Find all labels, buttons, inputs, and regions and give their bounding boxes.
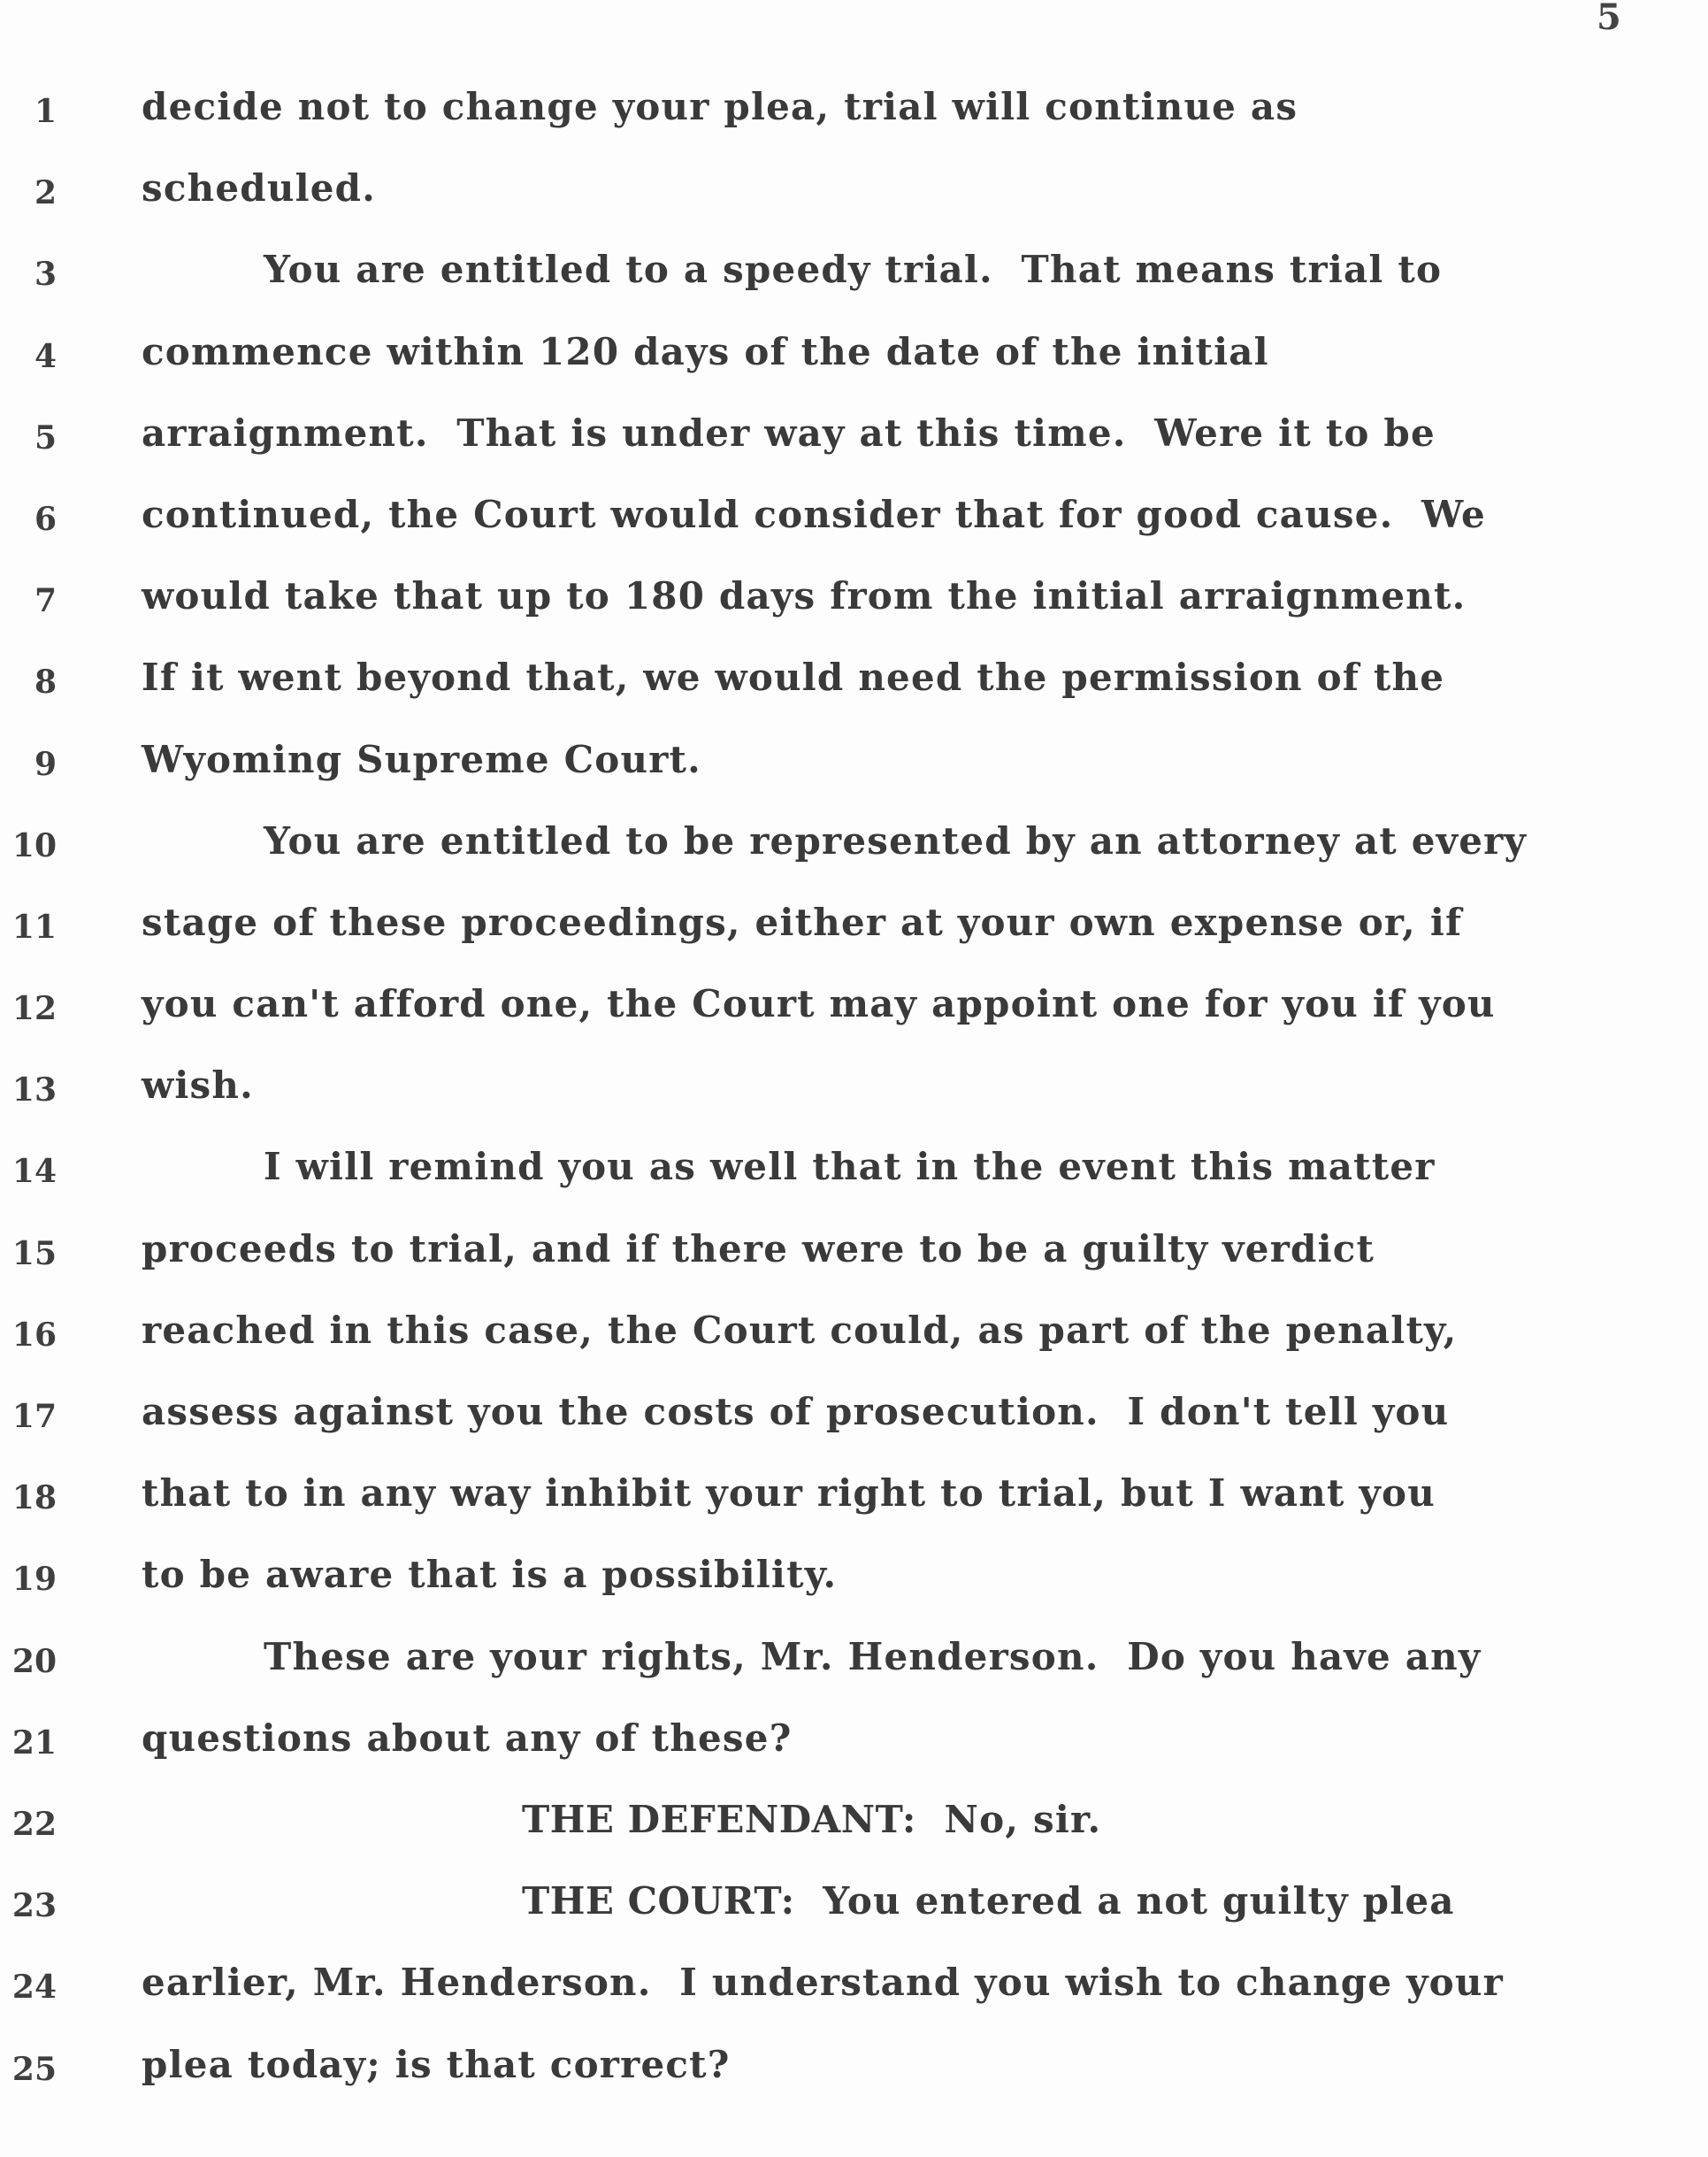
line-text: you can't afford one, the Court may appoint one for you if you [142,982,1496,1026]
transcript-line [0,1056,1708,1138]
line-number: 18 [11,1479,57,1517]
line-number: 9 [34,745,57,783]
line-text: questions about any of these? [142,1716,793,1760]
line-text: assess against you the costs of prosecution. I don't tell you [142,1390,1450,1433]
line-number: 3 [34,256,57,294]
transcript-line [0,1628,1708,1709]
line-number: 2 [34,174,57,212]
line-number: 1 [34,93,57,130]
transcript-line [0,975,1708,1056]
transcript-line [0,1383,1708,1464]
transcript-line [0,241,1708,322]
line-text: You are entitled to be represented by an attorney at every [264,818,1528,863]
line-text: plea today; is that correct? [142,2042,731,2086]
line-number: 22 [11,1805,57,1843]
line-text: that to in any way inhibit your right to trial, but I want you [142,1471,1436,1516]
line-number: 13 [11,1071,57,1109]
line-number: 5 [34,418,57,457]
line-number: 21 [11,1723,57,1762]
line-number: 11 [11,908,57,946]
transcript-line [0,649,1708,730]
line-number: 12 [11,990,57,1028]
line-number: 4 [34,337,57,375]
line-number: 24 [11,1969,57,2007]
transcript-line [0,2036,1708,2117]
transcript-line [0,486,1708,567]
line-text [522,1876,1455,1927]
transcript-line [0,1464,1708,1546]
transcript-line [0,1301,1708,1383]
transcript-line [0,323,1708,404]
transcript-line [0,1220,1708,1301]
line-text: These are your rights, Mr. Henderson. Do you have any [264,1634,1482,1678]
line-text: decide not to change your plea, trial will continue as [142,85,1298,128]
line-text: I will remind you as well that in the event this matter [264,1145,1436,1189]
line-number: 14 [11,1153,57,1191]
line-text: earlier, Mr. Henderson. I understand you wish to change your [142,1961,1504,2005]
line-text: arraignment. That is under way at this time. Were it to be [142,411,1436,455]
transcript-line [0,404,1708,486]
transcript-line [0,567,1708,649]
transcript-line [0,1138,1708,1219]
line-text: scheduled. [142,166,377,211]
speaker-statement: You entered a not guilty plea [794,1879,1455,1923]
transcript-line [0,1709,1708,1791]
transcript-line [0,1872,1708,1954]
line-number: 7 [34,582,57,620]
line-text: continued, the Court would consider that for good cause. We [142,492,1486,536]
line-text [522,1794,1101,1846]
transcript-line [0,894,1708,975]
line-text: Wyoming Supreme Court. [142,737,701,781]
speaker-label: THE DEFENDANT: [522,1797,916,1841]
speaker-statement: No, sir. [915,1797,1102,1841]
line-text: stage of these proceedings, either at your own expense or, if [142,900,1463,944]
transcript-line [0,1954,1708,2035]
line-text: You are entitled to a speedy trial. That means trial to [264,248,1443,292]
line-number: 17 [11,1398,57,1435]
line-number: 23 [11,1887,57,1925]
speaker-label: THE COURT: [522,1879,795,1923]
line-number: 16 [11,1316,57,1354]
line-number: 25 [11,2050,57,2088]
line-number: 6 [34,500,57,538]
line-text: If it went beyond that, we would need the permission of the [142,656,1445,700]
line-text: commence within 120 days of the date of the initial [142,329,1269,373]
line-text: would take that up to 180 days from the initial arraignment. [142,574,1467,618]
line-number: 15 [11,1234,57,1272]
transcript-line [0,812,1708,894]
line-number: 20 [11,1642,57,1680]
transcript-body [0,78,1708,2117]
transcript-line [0,78,1708,159]
line-text: wish. [142,1063,254,1108]
line-number: 19 [11,1561,57,1599]
transcript-line [0,731,1708,812]
line-text: to be aware that is a possibility. [142,1553,838,1597]
line-text: reached in this case, the Court could, as part of the penalty, [142,1308,1458,1352]
transcript-line [0,1791,1708,1872]
line-number: 10 [11,826,57,864]
transcript-line [0,1546,1708,1627]
page-number: 5 [1597,0,1621,38]
transcript-line [0,159,1708,241]
line-number: 8 [34,664,57,702]
line-text: proceeds to trial, and if there were to be a guilty verdict [142,1226,1375,1270]
